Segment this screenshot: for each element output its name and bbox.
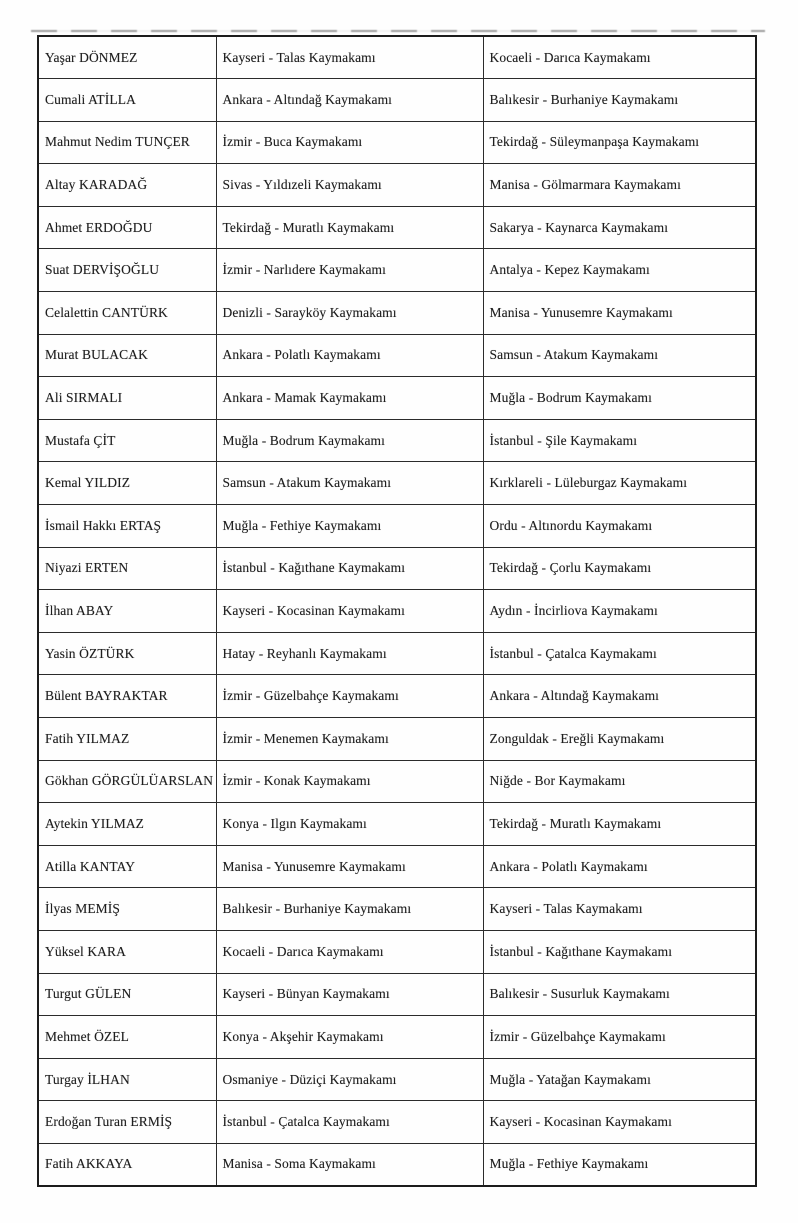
previous-post-cell: Kayseri - Bünyan Kaymakamı [216,973,483,1016]
table-row [38,36,756,79]
table-row [38,292,756,335]
previous-post-cell: Osmaniye - Düziçi Kaymakamı [216,1058,483,1101]
previous-post-cell: Muğla - Fethiye Kaymakamı [216,505,483,548]
new-post-cell: Balıkesir - Susurluk Kaymakamı [483,973,756,1016]
name-cell: Niyazi ERTEN [38,547,216,590]
name-cell: İsmail Hakkı ERTAŞ [38,505,216,548]
previous-post-cell: Manisa - Soma Kaymakamı [216,1143,483,1186]
name-cell: Gökhan GÖRGÜLÜARSLAN [38,760,216,803]
new-post-cell: Tekirdağ - Süleymanpaşa Kaymakamı [483,121,756,164]
table-row [38,249,756,292]
previous-post-cell: İstanbul - Çatalca Kaymakamı [216,1101,483,1144]
table-row [38,632,756,675]
new-post-cell: İstanbul - Şile Kaymakamı [483,419,756,462]
previous-post-cell: Ankara - Polatlı Kaymakamı [216,334,483,377]
new-post-cell: Ankara - Altındağ Kaymakamı [483,675,756,718]
table-row [38,462,756,505]
table-row [38,590,756,633]
table-row [38,1101,756,1144]
name-cell: Ali SIRMALI [38,377,216,420]
table-row [38,79,756,122]
new-post-cell: Tekirdağ - Muratlı Kaymakamı [483,803,756,846]
name-cell: Turgay İLHAN [38,1058,216,1101]
table-row [38,760,756,803]
table-row [38,973,756,1016]
new-post-cell: İstanbul - Çatalca Kaymakamı [483,632,756,675]
appointments-table-container [37,35,755,1187]
table-row [38,121,756,164]
previous-post-cell: Sivas - Yıldızeli Kaymakamı [216,164,483,207]
table-row [38,888,756,931]
previous-post-cell: İzmir - Narlıdere Kaymakamı [216,249,483,292]
name-cell: Murat BULACAK [38,334,216,377]
new-post-cell: Ankara - Polatlı Kaymakamı [483,845,756,888]
new-post-cell: Tekirdağ - Çorlu Kaymakamı [483,547,756,590]
previous-post-cell: Kocaeli - Darıca Kaymakamı [216,930,483,973]
table-row [38,419,756,462]
name-cell: İlhan ABAY [38,590,216,633]
table-row [38,164,756,207]
previous-post-cell: İzmir - Konak Kaymakamı [216,760,483,803]
table-row [38,206,756,249]
table-row [38,1058,756,1101]
table-row [38,845,756,888]
new-post-cell: Kayseri - Kocasinan Kaymakamı [483,1101,756,1144]
name-cell: Yasin ÖZTÜRK [38,632,216,675]
table-row [38,1143,756,1186]
previous-post-cell: Samsun - Atakum Kaymakamı [216,462,483,505]
table-row [38,334,756,377]
previous-post-cell: Ankara - Mamak Kaymakamı [216,377,483,420]
table-row [38,803,756,846]
previous-post-cell: İzmir - Güzelbahçe Kaymakamı [216,675,483,718]
new-post-cell: Sakarya - Kaynarca Kaymakamı [483,206,756,249]
table-row [38,930,756,973]
new-post-cell: Ordu - Altınordu Kaymakamı [483,505,756,548]
name-cell: Ahmet ERDOĞDU [38,206,216,249]
table-row [38,1016,756,1059]
new-post-cell: Kırklareli - Lüleburgaz Kaymakamı [483,462,756,505]
table-row [38,505,756,548]
new-post-cell: Balıkesir - Burhaniye Kaymakamı [483,79,756,122]
previous-post-cell: Muğla - Bodrum Kaymakamı [216,419,483,462]
name-cell: Mahmut Nedim TUNÇER [38,121,216,164]
table-row [38,718,756,761]
new-post-cell: İstanbul - Kağıthane Kaymakamı [483,930,756,973]
appointments-table-body [38,36,756,1186]
new-post-cell: Muğla - Bodrum Kaymakamı [483,377,756,420]
name-cell: Atilla KANTAY [38,845,216,888]
previous-post-cell: Kayseri - Talas Kaymakamı [216,36,483,79]
previous-post-cell: Kayseri - Kocasinan Kaymakamı [216,590,483,633]
name-cell: Cumali ATİLLA [38,79,216,122]
new-post-cell: Kayseri - Talas Kaymakamı [483,888,756,931]
name-cell: Fatih YILMAZ [38,718,216,761]
name-cell: Celalettin CANTÜRK [38,292,216,335]
table-row [38,547,756,590]
previous-post-cell: İzmir - Buca Kaymakamı [216,121,483,164]
new-post-cell: Kocaeli - Darıca Kaymakamı [483,36,756,79]
name-cell: Fatih AKKAYA [38,1143,216,1186]
new-post-cell: İzmir - Güzelbahçe Kaymakamı [483,1016,756,1059]
name-cell: Turgut GÜLEN [38,973,216,1016]
name-cell: Suat DERVİŞOĞLU [38,249,216,292]
name-cell: Kemal YILDIZ [38,462,216,505]
new-post-cell: Manisa - Yunusemre Kaymakamı [483,292,756,335]
previous-post-cell: Denizli - Sarayköy Kaymakamı [216,292,483,335]
name-cell: İlyas MEMİŞ [38,888,216,931]
new-post-cell: Samsun - Atakum Kaymakamı [483,334,756,377]
table-row [38,377,756,420]
name-cell: Aytekin YILMAZ [38,803,216,846]
previous-post-cell: Konya - Akşehir Kaymakamı [216,1016,483,1059]
new-post-cell: Aydın - İncirliova Kaymakamı [483,590,756,633]
previous-post-cell: Konya - Ilgın Kaymakamı [216,803,483,846]
name-cell: Bülent BAYRAKTAR [38,675,216,718]
name-cell: Yüksel KARA [38,930,216,973]
new-post-cell: Muğla - Fethiye Kaymakamı [483,1143,756,1186]
previous-post-cell: Tekirdağ - Muratlı Kaymakamı [216,206,483,249]
previous-post-cell: İstanbul - Kağıthane Kaymakamı [216,547,483,590]
table-row [38,675,756,718]
new-post-cell: Antalya - Kepez Kaymakamı [483,249,756,292]
appointments-table [37,35,757,1187]
new-post-cell: Muğla - Yatağan Kaymakamı [483,1058,756,1101]
name-cell: Altay KARADAĞ [38,164,216,207]
previous-post-cell: Ankara - Altındağ Kaymakamı [216,79,483,122]
new-post-cell: Manisa - Gölmarmara Kaymakamı [483,164,756,207]
name-cell: Mehmet ÖZEL [38,1016,216,1059]
previous-post-cell: Manisa - Yunusemre Kaymakamı [216,845,483,888]
new-post-cell: Niğde - Bor Kaymakamı [483,760,756,803]
name-cell: Yaşar DÖNMEZ [38,36,216,79]
previous-post-cell: Balıkesir - Burhaniye Kaymakamı [216,888,483,931]
name-cell: Erdoğan Turan ERMİŞ [38,1101,216,1144]
previous-post-cell: Hatay - Reyhanlı Kaymakamı [216,632,483,675]
name-cell: Mustafa ÇİT [38,419,216,462]
new-post-cell: Zonguldak - Ereğli Kaymakamı [483,718,756,761]
previous-post-cell: İzmir - Menemen Kaymakamı [216,718,483,761]
